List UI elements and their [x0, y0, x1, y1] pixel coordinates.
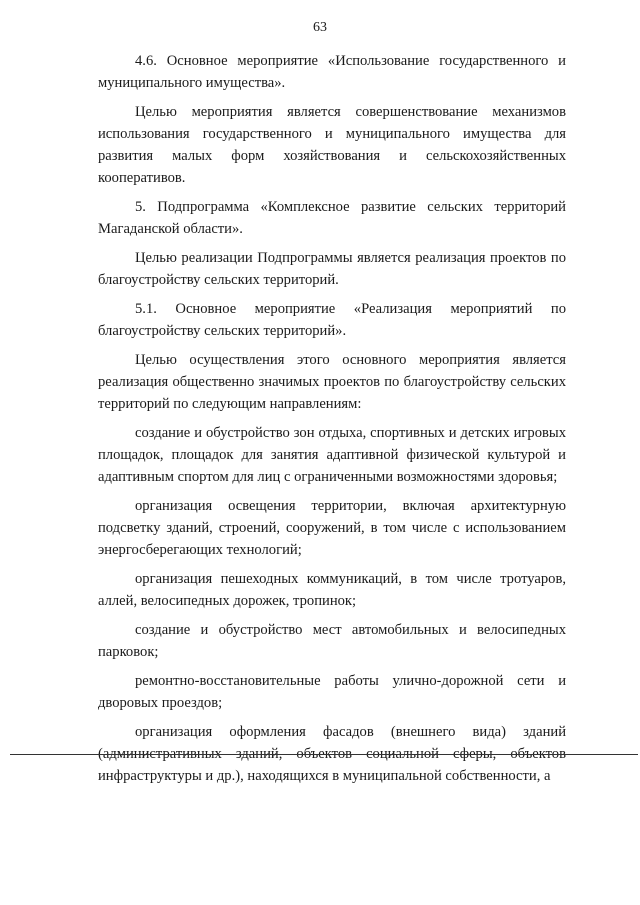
page-number: 63 [313, 20, 327, 35]
list-item-pedestrian: организация пешеходных коммуникаций, в том числе тротуаров, аллей, велосипедных дорожек, тропинок; [98, 571, 566, 609]
bottom-divider [10, 754, 638, 755]
paragraph-section-4-6-heading: 4.6. Основное мероприятие «Использование государственного и муниципального имущества». [98, 53, 566, 91]
paragraph-section-5-goal: Целью реализации Подпрограммы является реализация проектов по благоустройству сельских территорий. [98, 250, 566, 288]
list-item-road-repair: ремонтно-восстановительные работы улично-дорожной сети и дворовых проездов; [98, 673, 566, 711]
paragraph-section-5-1-goal: Целью осуществления этого основного мероприятия является реализация общественно значимых проектов по благоустройству сельских территорий по следующим направлениям: [98, 352, 566, 412]
paragraph-section-4-6-goal: Целью мероприятия является совершенствование механизмов использования государственного и муниципального имущества для развития малых форм хозяйствования и сельскохозяйственных кооперативов. [98, 104, 566, 186]
list-item-recreation-zones: создание и обустройство зон отдыха, спортивных и детских игровых площадок, площадок для занятия адаптивной физической культурой и адаптивным спортом для лиц с ограниченными возможностями здоровья; [98, 425, 566, 485]
list-item-parking: создание и обустройство мест автомобильных и велосипедных парковок; [98, 622, 566, 660]
paragraph-section-5-1-heading: 5.1. Основное мероприятие «Реализация мероприятий по благоустройству сельских территорий». [98, 301, 566, 339]
document-body [98, 50, 566, 794]
list-item-lighting: организация освещения территории, включая архитектурную подсветку зданий, строений, сооружений, в том числе с использованием энергосберегающих технологий; [98, 498, 566, 558]
list-item-facades: организация оформления фасадов (внешнего вида) зданий (административных зданий, объектов социальной сферы, объектов инфраструктуры и др.), находящихся в муниципальной собственности, а [98, 724, 566, 784]
paragraph-section-5-heading: 5. Подпрограмма «Комплексное развитие сельских территорий Магаданской области». [98, 199, 566, 237]
